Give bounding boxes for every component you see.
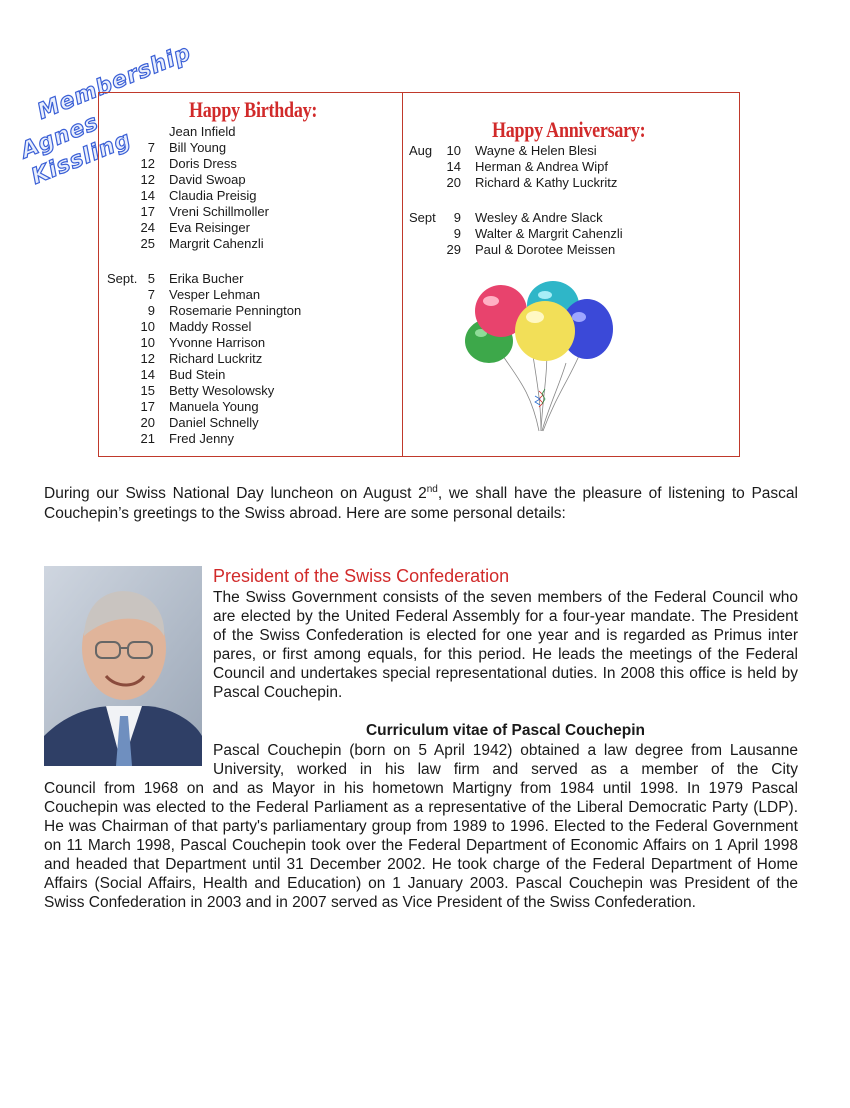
list-item xyxy=(107,124,397,140)
list-item xyxy=(409,242,729,258)
intro-paragraph: During our Swiss National Day luncheon on August 2nd, we shall have the pleasure of listening to Pascal Couchepin’s greetings to the Swiss abroad. Here are some personal details: xyxy=(44,483,798,522)
birthday-heading: Happy Birthday: xyxy=(189,97,318,122)
month-label: Sept. xyxy=(107,271,138,286)
day-number: 17 xyxy=(140,399,155,414)
day-number: 9 xyxy=(147,303,155,318)
person-name: David Swoap xyxy=(169,172,246,187)
list-item xyxy=(409,143,729,159)
day-number: 10 xyxy=(140,319,155,334)
person-name: Vreni Schillmoller xyxy=(169,204,269,219)
person-name: Fred Jenny xyxy=(169,431,235,446)
person-name: Eva Reisinger xyxy=(169,220,250,235)
person-name: Manuela Young xyxy=(169,399,259,414)
list-item xyxy=(107,383,397,399)
birthday-list xyxy=(107,124,397,447)
list-spacer xyxy=(107,252,397,271)
anniversary-heading: Happy Anniversary: xyxy=(492,117,646,142)
list-item xyxy=(107,351,397,367)
day-number: 14 xyxy=(446,159,461,174)
person-name: Bud Stein xyxy=(169,367,226,382)
list-item xyxy=(107,335,397,351)
day-number: 10 xyxy=(140,335,155,350)
list-item xyxy=(107,367,397,383)
column-divider xyxy=(402,93,403,456)
person-name: Maddy Rossel xyxy=(169,319,252,334)
list-item xyxy=(107,431,397,447)
person-name: Rosemarie Pennington xyxy=(169,303,302,318)
month-label: Sept xyxy=(409,210,436,225)
list-item xyxy=(409,159,729,175)
day-number: 5 xyxy=(147,271,155,286)
person-name: Margrit Cahenzli xyxy=(169,236,264,251)
list-spacer xyxy=(409,191,729,210)
person-name: Doris Dress xyxy=(169,156,237,171)
day-number: 15 xyxy=(140,383,155,398)
day-number: 25 xyxy=(140,236,155,251)
president-paragraph: The Swiss Government consists of the seven members of the Federal Council who are elected by the United Federal Assembly for a four-year mandate. The President of the Swiss Confederation is elected for one year and is regarded as Primus inter pares, or first among equals, for this period. He leads the meetings of the Federal Council and undertakes special representational duties. In 2008 this office is held by Pascal Couchepin. xyxy=(213,589,798,701)
celebrations-box xyxy=(98,92,740,457)
day-number: 12 xyxy=(140,351,155,366)
list-item xyxy=(107,303,397,319)
list-item xyxy=(107,271,397,287)
day-number: 17 xyxy=(140,204,155,219)
day-number: 21 xyxy=(140,431,155,446)
month-label: Aug xyxy=(409,143,433,158)
list-item xyxy=(107,220,397,236)
list-item xyxy=(107,172,397,188)
president-heading: President of the Swiss Confederation xyxy=(213,566,510,586)
person-name: Herman & Andrea Wipf xyxy=(475,159,608,174)
cv-heading: Curriculum vitae of Pascal Couchepin xyxy=(365,722,646,739)
day-number: 9 xyxy=(453,210,461,225)
day-number: 20 xyxy=(140,415,155,430)
stamp-line-2: Agnes Kissling xyxy=(17,110,136,190)
list-item xyxy=(107,287,397,303)
list-item xyxy=(409,210,729,226)
anniversary-list xyxy=(409,143,729,258)
day-number: 7 xyxy=(147,140,155,155)
list-item xyxy=(107,140,397,156)
person-name: Wayne & Helen Blesi xyxy=(475,143,597,158)
list-item xyxy=(107,399,397,415)
day-number: 7 xyxy=(147,287,155,302)
portrait-photo xyxy=(44,566,202,766)
day-number: 12 xyxy=(140,172,155,187)
person-name: Betty Wesolowsky xyxy=(169,383,275,398)
list-item xyxy=(107,236,397,252)
person-name: Claudia Preisig xyxy=(169,188,257,203)
list-item xyxy=(107,415,397,431)
day-number: 12 xyxy=(140,156,155,171)
person-name: Richard Luckritz xyxy=(169,351,263,366)
person-name: Walter & Margrit Cahenzli xyxy=(475,226,623,241)
day-number: 14 xyxy=(140,367,155,382)
day-number: 20 xyxy=(446,175,461,190)
person-name: Erika Bucher xyxy=(169,271,244,286)
person-name: Yvonne Harrison xyxy=(169,335,266,350)
person-name: Vesper Lehman xyxy=(169,287,261,302)
cv-paragraph-part2: Council from 1968 on and as Mayor in his hometown Martigny from 1984 until 1998. In 1979 Pascal Couchepin was elected to the Federal Parliament as a representative of the Liberal Democratic Party (LDP). He was Chairman of that party's parliamentary group from 1989 to 1996. Elected to the Federal Government on 11 March 1998, Pascal Couchepin took over the Federal Department of Economic Affairs on 1 April 1998 and headed that Department until 31 December 2002. He took charge of the Federal Department of Home Affairs (Social Affairs, Health and Education) on 1 January 2003. Pascal Couchepin was President of the Swiss Confederation in 2003 and in 2007 served as Vice President of the Swiss Confederation. xyxy=(44,780,798,911)
person-name: Richard & Kathy Luckritz xyxy=(475,175,618,190)
person-name: Wesley & Andre Slack xyxy=(475,210,603,225)
list-item xyxy=(409,226,729,242)
person-name: Daniel Schnelly xyxy=(169,415,259,430)
person-name: Bill Young xyxy=(169,140,227,155)
stamp-line-1: Membership xyxy=(34,40,195,125)
person-name: Jean Infield xyxy=(169,124,236,139)
person-name: Paul & Dorotee Meissen xyxy=(475,242,616,257)
day-number: 14 xyxy=(140,188,155,203)
list-item xyxy=(107,188,397,204)
day-number: 24 xyxy=(140,220,155,235)
balloons-illustration xyxy=(461,281,621,441)
day-number: 29 xyxy=(446,242,461,257)
list-item xyxy=(107,319,397,335)
cv-paragraph-part1: Pascal Couchepin (born on 5 April 1942) obtained a law degree from Lausanne University, worked in his law firm and served as a member of the City xyxy=(213,742,798,778)
day-number: 10 xyxy=(446,143,461,158)
list-item xyxy=(409,175,729,191)
list-item xyxy=(107,204,397,220)
day-number: 9 xyxy=(453,226,461,241)
list-item xyxy=(107,156,397,172)
